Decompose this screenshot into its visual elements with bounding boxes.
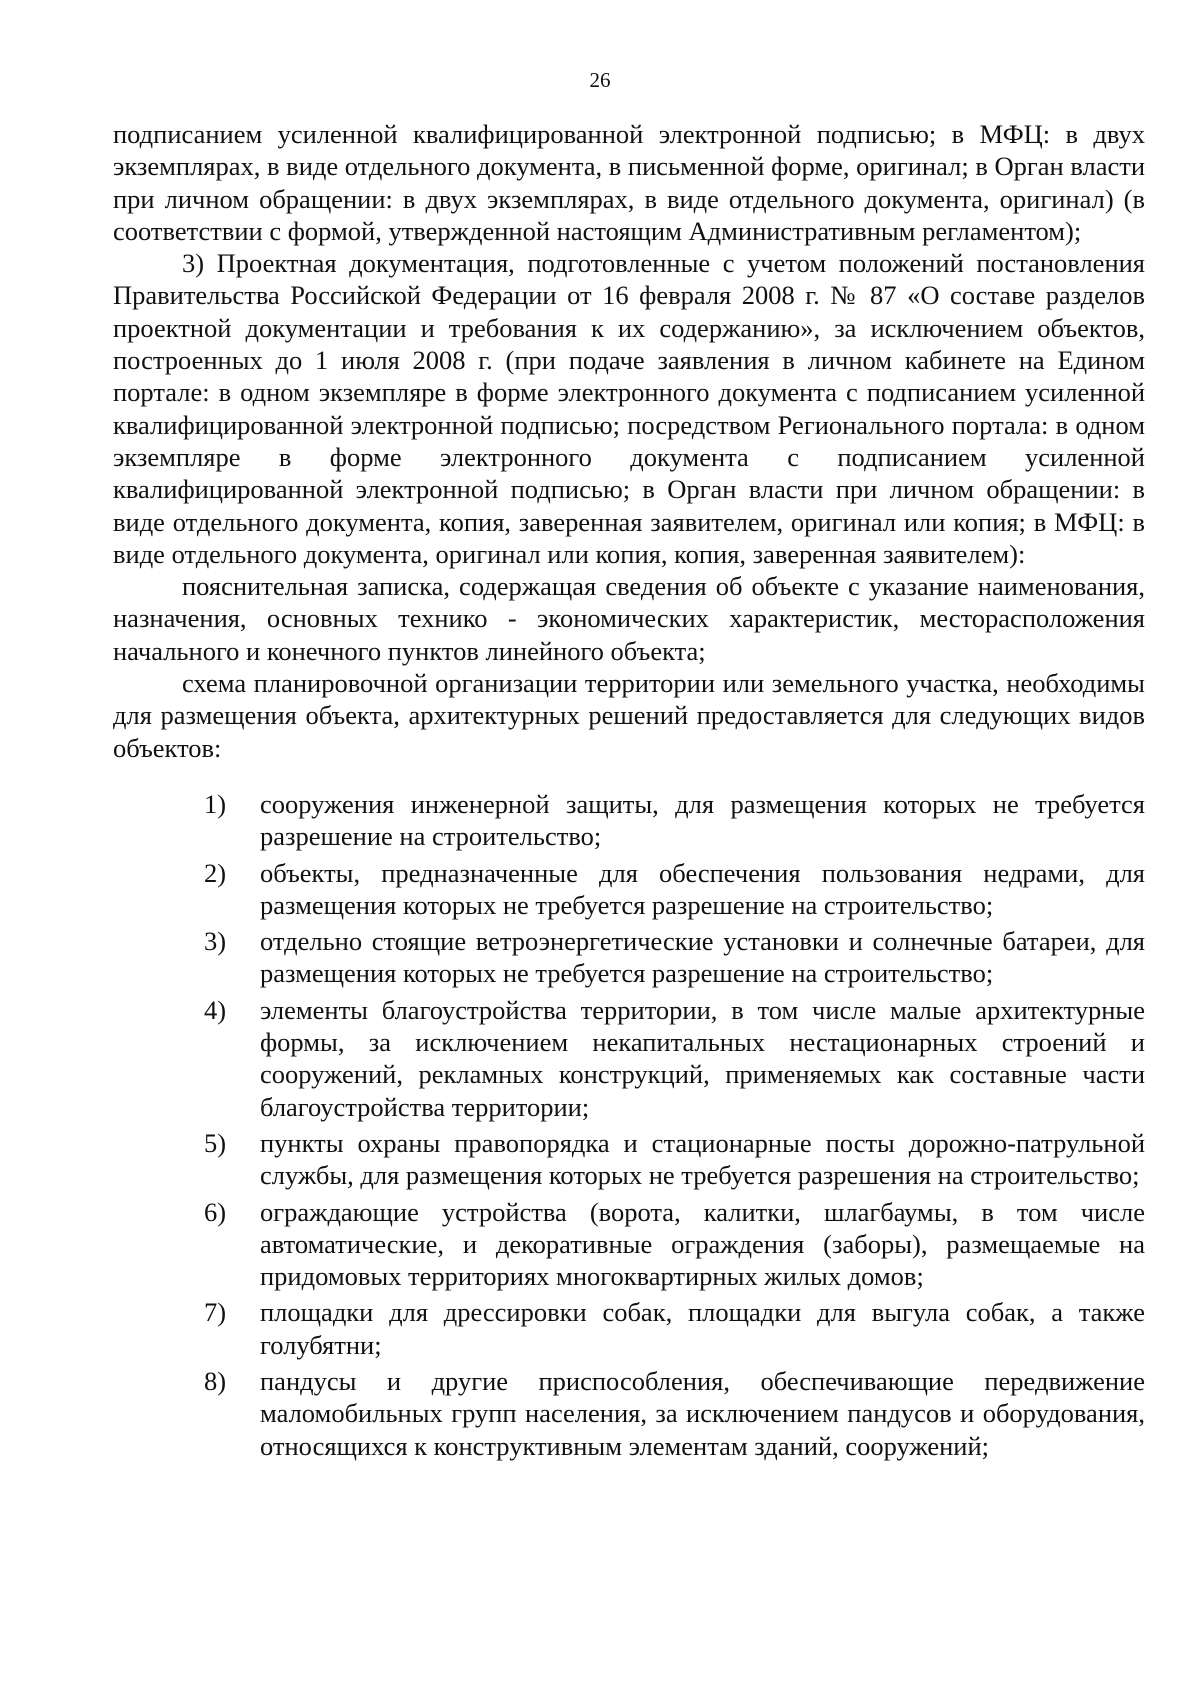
list-item (113, 788, 1145, 853)
list-item (113, 1196, 1145, 1293)
list-item (113, 1127, 1145, 1192)
list-item-text: сооружения инженерной защиты, для размещения которых не требуется разрешение на строительство; (260, 788, 1145, 852)
list-item-text: пункты охраны правопорядка и стационарные посты дорожно-патрульной службы, для размещения которых не требуется разрешения на строительство; (260, 1127, 1145, 1191)
list-item-number: 2) (204, 857, 227, 888)
list-item-text: отдельно стоящие ветроэнергетические установки и солнечные батареи, для размещения которых не требуется разрешение на строительство; (260, 926, 1145, 989)
list-item-text: объекты, предназначенные для обеспечения пользования недрами, для размещения которых не требуется разрешение на строительство; (260, 857, 1145, 920)
paragraph-territory-scheme: схема планировочной организации территории или земельного участка, необходимы для размещения объекта, архитектурных решений предоставляется для следующих видов объектов: (113, 668, 1145, 763)
paragraph-continuation: подписанием усиленной квалифицированной электронной подписью; в МФЦ: в двух экземплярах, в виде отдельного документа, в письменной форме, оригинал; в Орган власти при личном обращении: в двух экземплярах, в виде отдельного документа, оригинал) (в соответствии с формой, утвержденной настоящим Административным регламентом); (113, 119, 1145, 246)
list-item-number: 1) (204, 788, 227, 819)
paragraph-project-documentation: 3) Проектная документация, подготовленные с учетом положений постановления Правительства Российской Федерации от 16 февраля 2008 г. № 87 «О составе разделов проектной документации и требования к их содержанию», за исключением объектов, построенных до 1 июля 2008 г. (при подаче заявления в личном кабинете на Едином портале: в одном экземпляре в форме электронного документа с подписанием усиленной квалифицированной электронной подписью; посредством Регионального портала: в одном экземпляре в форме электронного документа с подписанием усиленной квалифицированной электронной подписью; в Орган власти при личном обращении: в виде отдельного документа, копия, заверенная заявителем, оригинал или копия; в МФЦ: в виде отдельного документа, оригинал или копия, копия, заверенная заявителем): (113, 248, 1145, 569)
list-item-text: площадки для дрессировки собак, площадки для выгула собак, а также голубятни; (260, 1297, 1145, 1360)
list-item-number: 8) (204, 1365, 227, 1396)
list-item-number: 5) (204, 1127, 227, 1158)
list-item-text: пандусы и другие приспособления, обеспечивающие передвижение маломобильных групп населения, за исключением пандусов и оборудования, относящихся к конструктивным элементам зданий, сооружений; (260, 1365, 1145, 1461)
list-item-number: 6) (204, 1196, 227, 1227)
list-item (113, 1365, 1145, 1462)
document-body (113, 118, 1145, 1466)
paragraph-explanatory-note: пояснительная записка, содержащая сведения об объекте с указание наименования, назначения, основных технико - экономических характеристик, месторасположения начального и конечного пунктов линейного объекта; (113, 571, 1145, 666)
list-item (113, 925, 1145, 990)
object-types-list (113, 788, 1145, 1462)
list-item-text: элементы благоустройства территории, в том числе малые архитектурные формы, за исключением некапитальных нестационарных строений и сооружений, рекламных конструкций, применяемых как составные части благоустройства территории; (260, 994, 1145, 1122)
list-item-number: 4) (204, 994, 227, 1025)
list-item (113, 994, 1145, 1123)
page-number: 26 (589, 68, 611, 92)
list-item (113, 1296, 1145, 1361)
list-item-number: 3) (204, 926, 227, 957)
list-item-number: 7) (204, 1297, 227, 1328)
list-item (113, 857, 1145, 922)
list-item-text: ограждающие устройства (ворота, калитки, шлагбаумы, в том числе автоматические, и декоративные ограждения (заборы), размещаемые на придомовых территориях многоквартирных жилых домов; (260, 1196, 1145, 1292)
